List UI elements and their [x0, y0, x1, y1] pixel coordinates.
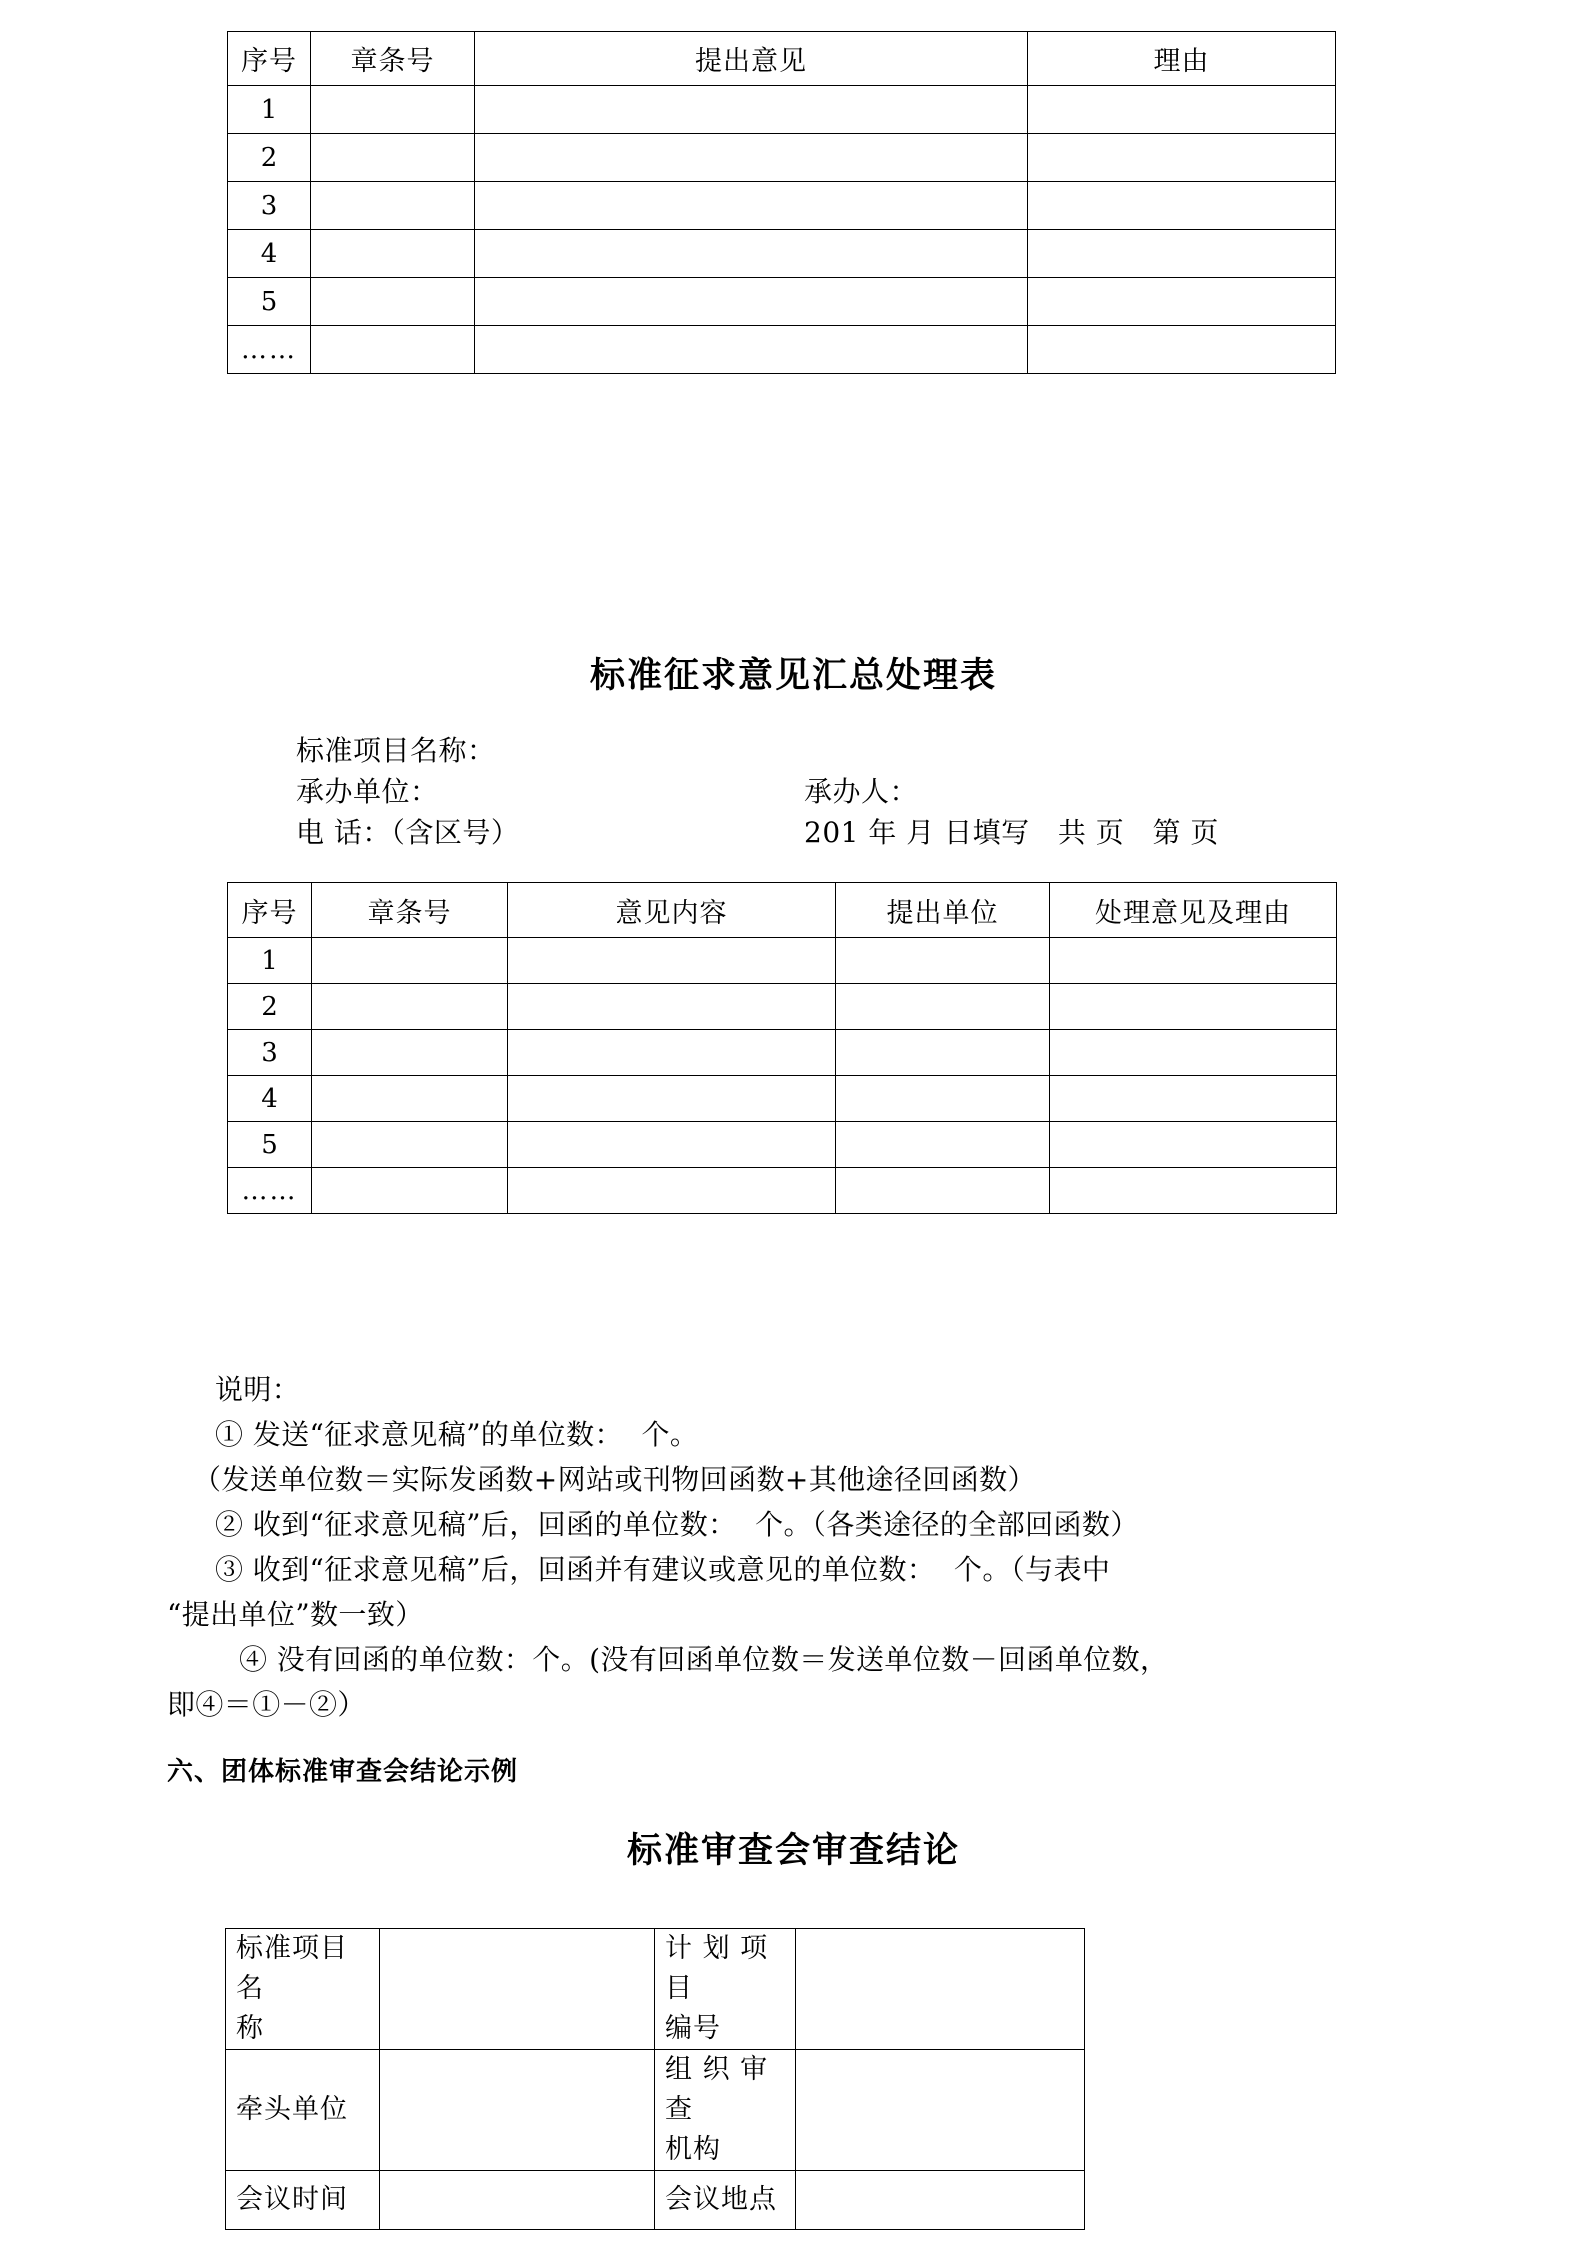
note-item-4: ④ 没有回函的单位数：个。(没有回函单位数＝发送单位数－回函单位数，: [239, 1643, 1169, 1676]
row-index-cell: 3: [228, 1030, 312, 1076]
field-fill-date-pages: 201 年 月 日填写 共 页 第 页: [804, 816, 1219, 849]
column-header-seq: 序号: [228, 883, 312, 938]
value-organizing-review-body[interactable]: [796, 2050, 1085, 2171]
table-row: [228, 984, 1337, 1030]
opinion-cell[interactable]: [475, 86, 1028, 134]
opinion-collection-table: [227, 31, 1336, 374]
label-line-2: 称: [236, 2013, 264, 2044]
disposition-cell[interactable]: [1050, 1076, 1337, 1122]
disposition-cell[interactable]: [1050, 1168, 1337, 1214]
row-index-cell: 2: [228, 984, 312, 1030]
column-header-section: 章条号: [311, 32, 475, 86]
field-undertaking-person: 承办人：: [804, 775, 919, 808]
row-index-cell: 4: [228, 1076, 312, 1122]
section-cell[interactable]: [312, 984, 508, 1030]
explanatory-notes: [167, 1367, 1437, 1727]
label-line-1: 标准项目名: [236, 1933, 348, 2004]
column-header-disposition: 处理意见及理由: [1050, 883, 1337, 938]
opinion-cell[interactable]: [475, 134, 1028, 182]
disposition-cell[interactable]: [1050, 984, 1337, 1030]
label-meeting-time: 会议时间: [226, 2171, 380, 2230]
row-index-cell: 1: [228, 86, 311, 134]
label-line-1: 计 划 项 目: [665, 1933, 769, 2004]
review-conclusion-title: 标准审查会审查结论: [626, 1831, 960, 1871]
page-title: 标准征求意见汇总处理表: [589, 656, 997, 696]
label-line-1: 组 织 审 查: [665, 2054, 769, 2125]
content-cell[interactable]: [508, 1122, 836, 1168]
table-row: [228, 278, 1336, 326]
note-item-1: ① 发送“征求意见稿”的单位数： 个。: [215, 1418, 699, 1451]
disposition-cell[interactable]: [1050, 1030, 1337, 1076]
table-row: [226, 2171, 1085, 2230]
value-lead-unit[interactable]: [380, 2050, 655, 2171]
reason-cell[interactable]: [1028, 134, 1336, 182]
section-cell[interactable]: [311, 134, 475, 182]
summary-handling-table: [227, 882, 1337, 1214]
row-index-cell: 3: [228, 182, 311, 230]
table-row: [228, 182, 1336, 230]
section-cell[interactable]: [312, 1030, 508, 1076]
row-index-cell-ellipsis: ……: [228, 326, 311, 374]
unit-cell[interactable]: [836, 1168, 1050, 1214]
reason-cell[interactable]: [1028, 230, 1336, 278]
content-cell[interactable]: [508, 938, 836, 984]
section-cell[interactable]: [311, 326, 475, 374]
section-heading-six: 六、团体标准审查会结论示例: [167, 1757, 519, 1787]
table-header-row: [228, 883, 1337, 938]
column-header-section: 章条号: [312, 883, 508, 938]
opinion-cell[interactable]: [475, 182, 1028, 230]
column-header-seq: 序号: [228, 32, 311, 86]
section-cell[interactable]: [312, 1122, 508, 1168]
unit-cell[interactable]: [836, 1030, 1050, 1076]
section-cell[interactable]: [312, 938, 508, 984]
field-undertaking-unit: 承办单位：: [296, 775, 439, 808]
column-header-opinion: 提出意见: [475, 32, 1028, 86]
unit-cell[interactable]: [836, 1122, 1050, 1168]
table-row: [226, 1929, 1085, 2050]
section-cell[interactable]: [311, 230, 475, 278]
summary-handling-table-container: [227, 882, 1337, 1214]
reason-cell[interactable]: [1028, 326, 1336, 374]
row-index-cell-ellipsis: ……: [228, 1168, 312, 1214]
row-index-cell: 4: [228, 230, 311, 278]
section-cell[interactable]: [312, 1168, 508, 1214]
reason-cell[interactable]: [1028, 278, 1336, 326]
label-meeting-place: 会议地点: [655, 2171, 796, 2230]
unit-cell[interactable]: [836, 1076, 1050, 1122]
table-row: [228, 86, 1336, 134]
section-cell[interactable]: [312, 1076, 508, 1122]
label-line-2: 编号: [665, 2013, 721, 2044]
section-cell[interactable]: [311, 278, 475, 326]
review-conclusion-table: [225, 1928, 1085, 2230]
table-row: [228, 1168, 1337, 1214]
value-standard-project-name[interactable]: [380, 1929, 655, 2050]
value-meeting-time[interactable]: [380, 2171, 655, 2230]
label-plan-project-number: [655, 1929, 796, 2050]
column-header-reason: 理由: [1028, 32, 1336, 86]
notes-label: 说明：: [215, 1373, 301, 1406]
label-lead-unit: 牵头单位: [226, 2050, 380, 2171]
reason-cell[interactable]: [1028, 86, 1336, 134]
content-cell[interactable]: [508, 1076, 836, 1122]
content-cell[interactable]: [508, 984, 836, 1030]
value-plan-project-number[interactable]: [796, 1929, 1085, 2050]
field-telephone: 电 话：（含区号）: [296, 816, 520, 849]
column-header-content: 意见内容: [508, 883, 836, 938]
column-header-unit: 提出单位: [836, 883, 1050, 938]
disposition-cell[interactable]: [1050, 938, 1337, 984]
disposition-cell[interactable]: [1050, 1122, 1337, 1168]
content-cell[interactable]: [508, 1168, 836, 1214]
table-row: [228, 1030, 1337, 1076]
row-index-cell: 2: [228, 134, 311, 182]
note-item-4-sub: 即④＝①－②）: [167, 1688, 366, 1721]
row-index-cell: 5: [228, 278, 311, 326]
table-row: [228, 326, 1336, 374]
form-header-fields: [296, 730, 1219, 853]
table-row: [228, 1076, 1337, 1122]
table-row: [228, 1122, 1337, 1168]
label-standard-project-name: [226, 1929, 380, 2050]
table-row: [228, 230, 1336, 278]
reason-cell[interactable]: [1028, 182, 1336, 230]
content-cell[interactable]: [508, 1030, 836, 1076]
row-index-cell: 1: [228, 938, 312, 984]
table-row: [228, 134, 1336, 182]
section-cell[interactable]: [311, 182, 475, 230]
unit-cell[interactable]: [836, 984, 1050, 1030]
field-row-undertaking: [296, 771, 1219, 812]
opinion-cell[interactable]: [475, 278, 1028, 326]
field-project-name: 标准项目名称：: [296, 734, 496, 767]
note-item-2: ② 收到“征求意见稿”后，回函的单位数： 个。（各类途径的全部回函数）: [215, 1508, 1139, 1541]
table-header-row: [228, 32, 1336, 86]
value-meeting-place[interactable]: [796, 2171, 1085, 2230]
label-line-2: 机构: [665, 2134, 721, 2165]
note-item-3: ③ 收到“征求意见稿”后，回函并有建议或意见的单位数： 个。（与表中: [215, 1553, 1111, 1586]
note-item-1-sub: （发送单位数＝实际发函数+网站或刊物回函数+其他途径回函数）: [193, 1463, 1036, 1496]
table-row: [226, 2050, 1085, 2171]
label-organizing-review-body: [655, 2050, 796, 2171]
opinion-collection-table-container: [227, 31, 1336, 374]
table-row: [228, 938, 1337, 984]
section-cell[interactable]: [311, 86, 475, 134]
opinion-cell[interactable]: [475, 230, 1028, 278]
review-conclusion-table-container: [225, 1928, 1085, 2230]
unit-cell[interactable]: [836, 938, 1050, 984]
note-item-3-sub: “提出单位”数一致）: [167, 1598, 424, 1631]
field-row-contact: [296, 812, 1219, 853]
opinion-cell[interactable]: [475, 326, 1028, 374]
row-index-cell: 5: [228, 1122, 312, 1168]
